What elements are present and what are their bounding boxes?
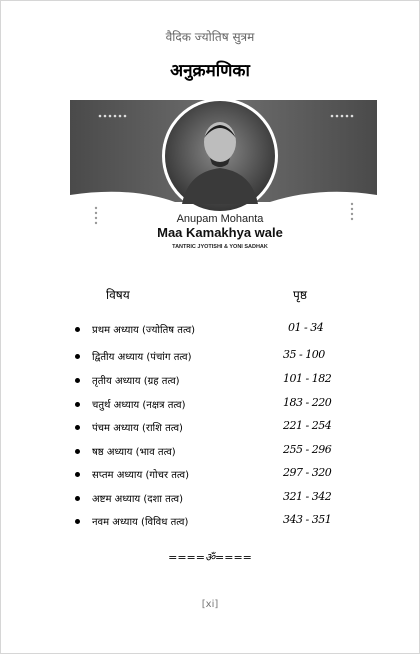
page-column-header: पृष्ठ [293,288,307,302]
banner-graphic [70,100,377,251]
bullet-icon [75,402,80,407]
bullet-icon [75,354,80,359]
chapter-title: तृतीय अध्याय (ग्रह तत्व) [92,376,180,387]
list-item [0,513,420,535]
list-item [0,419,420,441]
chapter-title: अष्टम अध्याय (दशा तत्व) [92,494,183,505]
bullet-icon [75,449,80,454]
chapter-title: चतुर्थ अध्याय (नक्षत्र तत्व) [92,400,186,411]
page-range: 255 - 296 [283,443,332,456]
subject-column-header: विषय [106,288,130,302]
section-divider: ====ॐ==== [168,551,252,564]
list-item [0,396,420,418]
chapter-title: प्रथम अध्याय (ज्योतिष तत्व) [92,325,196,336]
banner-name: Anupam Mohanta [176,213,264,225]
page-number: [xi] [201,599,219,610]
chapter-title: सप्तम अध्याय (गोचर तत्व) [92,470,190,481]
bullet-icon [75,378,80,383]
list-item [0,321,420,343]
bullet-icon [75,472,80,477]
page-range: 01 - 34 [288,321,324,334]
list-item [0,348,420,370]
page-range: 221 - 254 [283,419,332,432]
banner-brand: Maa Kamakhya wale [157,225,283,240]
page-range: 343 - 351 [283,513,332,526]
page-range: 35 - 100 [283,348,325,361]
list-item [0,466,420,488]
list-item [0,372,420,394]
bullet-icon [75,496,80,501]
page-range: 297 - 320 [283,466,332,479]
list-item [0,443,420,465]
banner-tagline: TANTRIC JYOTISHI & YONI SADHAK [172,244,268,250]
page-range: 321 - 342 [283,490,332,503]
chapter-title: पंचम अध्याय (राशि तत्व) [92,423,183,434]
chapter-title: षष्ठ अध्याय (भाव तत्व) [92,447,176,458]
bullet-icon [75,519,80,524]
chapter-title: द्वितीय अध्याय (पंचांग तत्व) [92,352,192,363]
bullet-icon [75,425,80,430]
page-title: अनुक्रमणिका [170,61,250,81]
chapter-title: नवम अध्याय (विविध तत्व) [92,517,189,528]
page-range: 183 - 220 [283,396,332,409]
running-header: वैदिक ज्योतिष सुत्रम [165,30,255,44]
list-item [0,490,420,512]
page-range: 101 - 182 [283,372,332,385]
bullet-icon [75,327,80,332]
author-banner [70,100,377,251]
